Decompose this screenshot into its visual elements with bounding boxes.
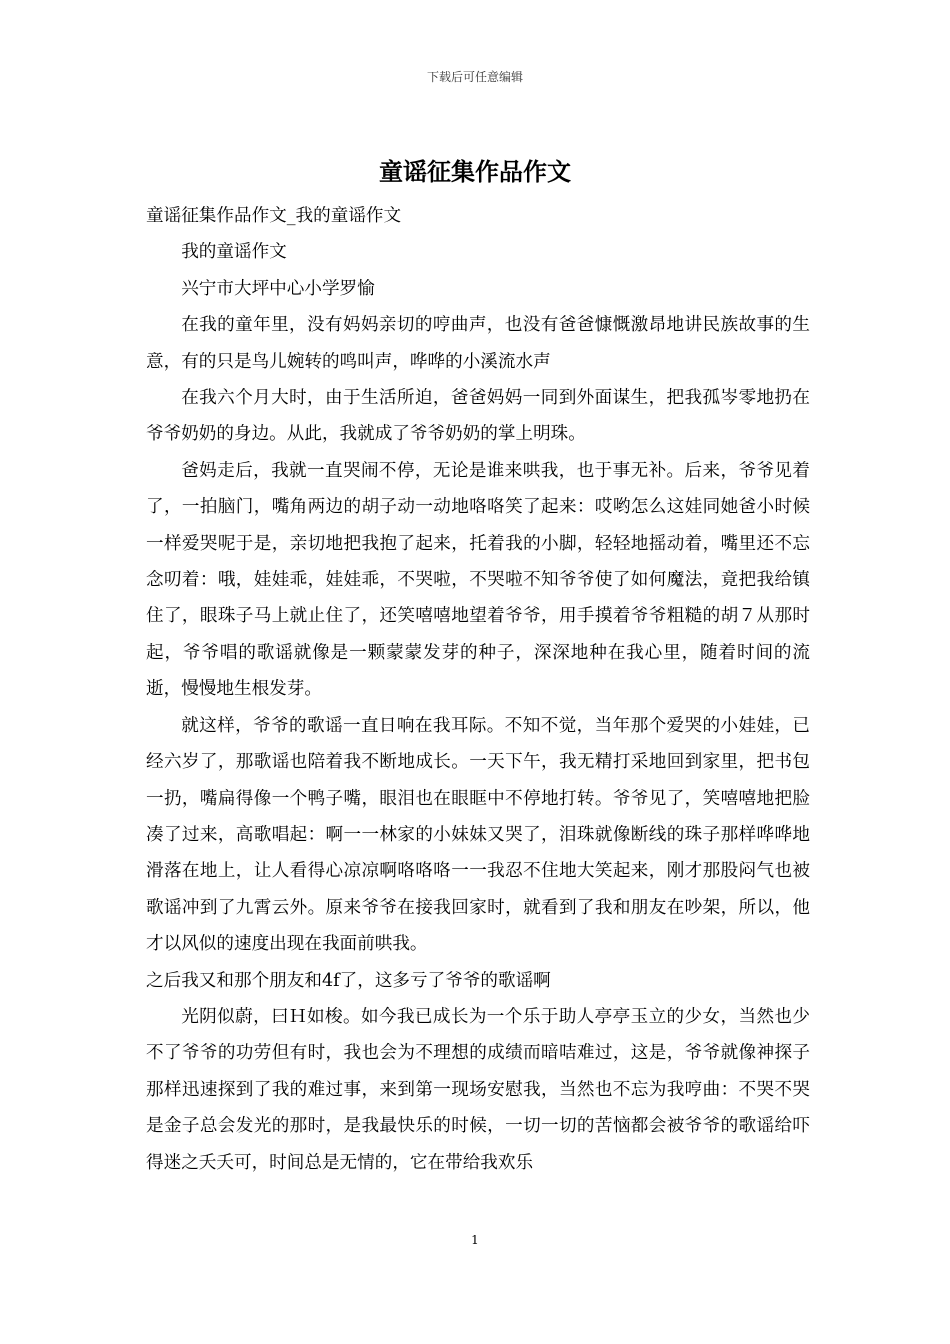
paragraph: 就这样，爷爷的歌谣一直日响在我耳际。不知不觉，当年那个爱哭的小娃娃，已经六岁了，那歌谣也陪着我不断地成长。一天下午，我无精打采地回到家里，把书包一扔，嘴扁得像一个鸭子嘴，眼泪也在眼眶中不停地打转。爷爷见了，笑嘻嘻地把脸凑了过来，高歌唱起：啊一一林家的小妹妹又哭了，泪珠就像断线的珠子那样哗哗地滑落在地上，让人看得心凉凉啊咯咯咯一一我忍不住地大笑起来，刚才那股闷气也被歌谣冲到了九霄云外。原来爷爷在接我回家时，就看到了我和朋友在吵架，所以，他才以风似的速度出现在我面前哄我。 bbox=[146, 715, 810, 955]
document-title: 童谣征集作品作文 bbox=[379, 157, 571, 186]
author-line: 兴宁市大坪中心小学罗愉 bbox=[181, 278, 375, 299]
page-number: 1 bbox=[471, 1233, 479, 1247]
paragraph: 爸妈走后，我就一直哭闹不停，无论是谁来哄我，也于事无补。后来，爷爷见着了，一拍脑门，嘴角两边的胡子动一动地咯咯笑了起来：哎哟怎么这娃同她爸小时候一样爱哭呢于是，亲切地把我抱了起来，托着我的小脚，轻轻地摇动着，嘴里还不忘念叨着：哦，娃娃乖，娃娃乖，不哭啦，不哭啦不知爷爷使了如何魔法，竟把我给镇住了，眼珠子马上就止住了，还笑嘻嘻地望着爷爷，用手摸着爷爷粗糙的胡７从那时起，爷爷唱的歌谣就像是一颗蒙蒙发芽的种子，深深地种在我心里，随着时间的流逝，慢慢地生根发芽。 bbox=[146, 460, 810, 700]
subtitle-line: 童谣征集作品作文_我的童谣作文 bbox=[146, 206, 402, 226]
document-body bbox=[146, 198, 810, 1181]
paragraph: 在我六个月大时，由于生活所迫，爸爸妈妈一同到外面谋生，把我孤岑零地扔在爷爷奶奶的身边。从此，我就成了爷爷奶奶的掌上明珠。 bbox=[146, 388, 810, 445]
paragraph: 在我的童年里，没有妈妈亲切的哼曲声，也没有爸爸慷慨激昂地讲民族故事的生意，有的只是鸟儿婉转的鸣叫声，哗哗的小溪流水声 bbox=[146, 315, 810, 372]
paragraph: 光阴似蔚，曰Ｈ如梭。如今我已成长为一个乐于助人亭亭玉立的少女，当然也少不了爷爷的功劳但有时，我也会为不理想的成绩而暗咭难过，这是，爷爷就像神探子那样迅速探到了我的难过事，来到第一现场安慰我，当然也不忘为我哼曲：不哭不哭是金子总会发光的那时，是我最快乐的时候，一切一切的苦恼都会被爷爷的歌谣给吓得迷之夭夭可，时间总是无情的，它在带给我欢乐 bbox=[146, 1006, 810, 1173]
header-note: 下载后可任意编辑 bbox=[426, 70, 523, 84]
paragraph: 之后我又和那个朋友和4f了，这多亏了爷爷的歌谣啊 bbox=[146, 970, 551, 991]
essay-title: 我的童谣作文 bbox=[181, 242, 287, 263]
